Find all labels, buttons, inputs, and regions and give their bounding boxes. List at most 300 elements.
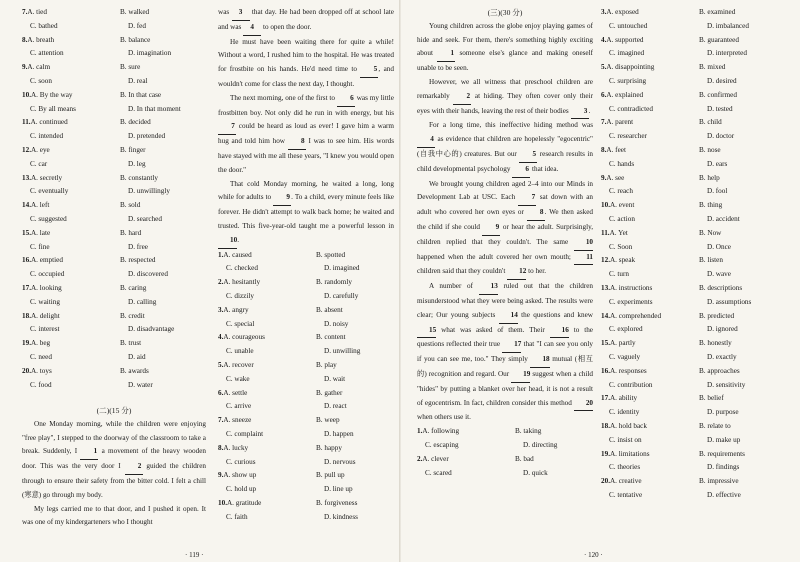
- option-left: 19.A. limitations: [601, 449, 650, 458]
- blank-16: 16: [550, 324, 569, 339]
- option-right: B. confirmed: [699, 90, 737, 99]
- option-row: [218, 456, 394, 470]
- option-right: D. imbalanced: [707, 21, 749, 30]
- option-right: D. wave: [707, 270, 731, 279]
- option-left: 6.A. explained: [601, 90, 644, 99]
- option-left: C. faith: [226, 512, 248, 521]
- option-left: C. car: [30, 159, 48, 168]
- option-left: 1.A. following: [417, 427, 460, 436]
- section-three-heading: (三)(30 分): [487, 8, 523, 17]
- option-right: D. noisy: [324, 319, 349, 328]
- option-row: [22, 213, 206, 227]
- option-right: B. respected: [120, 256, 156, 265]
- blank-18: 18: [530, 353, 549, 368]
- option-row: [601, 75, 791, 89]
- option-row: [601, 434, 791, 448]
- blank-8: 8: [527, 206, 545, 221]
- option-row: [601, 406, 791, 420]
- option-left: 19.A. beg: [22, 339, 51, 348]
- option-right: B. honestly: [699, 339, 732, 348]
- option-right: B. child: [699, 118, 722, 127]
- blank-3: 3: [571, 105, 589, 120]
- page-number-left: · 119 ·: [185, 551, 204, 559]
- option-left: C. theories: [609, 463, 641, 472]
- option-left: 9.A. see: [601, 173, 625, 182]
- option-left: C. explored: [609, 325, 643, 334]
- option-left: C. suggested: [30, 214, 67, 223]
- option-right: B. balance: [120, 35, 151, 44]
- blank-15: 15: [417, 324, 436, 339]
- option-right: D. effective: [707, 490, 741, 499]
- option-left: 18.A. hold back: [601, 421, 647, 430]
- section-two-heading: (二)(15 分): [96, 406, 132, 415]
- option-left: 18.A. delight: [22, 311, 60, 320]
- option-right: D. line up: [324, 485, 353, 494]
- option-row: [22, 61, 206, 75]
- option-left: 8.A. feet: [601, 145, 626, 154]
- option-right: B. play: [316, 360, 337, 369]
- option-row: [218, 373, 394, 387]
- option-right: D. react: [324, 402, 347, 411]
- option-right: D. findings: [707, 463, 740, 472]
- option-right: D. interpreted: [707, 49, 747, 58]
- option-row: [22, 34, 206, 48]
- option-left: C. Soon: [609, 242, 633, 251]
- blank-10: 10: [574, 236, 593, 251]
- option-row: [601, 323, 791, 337]
- blank-10: 10: [218, 234, 237, 249]
- option-right: D. Once: [707, 242, 731, 251]
- option-left: 20.A. toys: [22, 366, 52, 375]
- blank-12: 12: [507, 265, 526, 280]
- option-row: [22, 75, 206, 89]
- option-right: B. spotted: [316, 250, 346, 259]
- option-right: D. kindness: [324, 512, 358, 521]
- passage-two-column-2: [218, 6, 394, 524]
- option-row: [22, 103, 206, 117]
- option-left: 8.A. breath: [22, 35, 55, 44]
- option-right: D. ears: [707, 159, 728, 168]
- option-right: D. water: [128, 380, 153, 389]
- option-left: 7.A. parent: [601, 118, 634, 127]
- option-row: [601, 213, 791, 227]
- option-right: B. credit: [120, 311, 145, 320]
- option-right: B. finger: [120, 145, 146, 154]
- option-row: [601, 34, 791, 48]
- option-right: B. happy: [316, 443, 342, 452]
- option-left: 3.A. exposed: [601, 8, 639, 16]
- option-row: [601, 116, 791, 130]
- blank-5: 5: [519, 148, 537, 163]
- option-right: B. taking: [515, 427, 542, 436]
- passage-three-options-a: [417, 425, 593, 480]
- option-right: D. aid: [128, 352, 146, 361]
- option-left: 13.A. secretly: [22, 173, 63, 182]
- option-left: C. arrive: [226, 402, 252, 411]
- option-left: 15.A. partly: [601, 339, 636, 348]
- option-row: [218, 359, 394, 373]
- option-right: B. forgiveness: [316, 498, 358, 507]
- option-right: B. requirements: [699, 449, 745, 458]
- option-left: 1.A. caused: [218, 250, 252, 259]
- option-left: 5.A. recover: [218, 360, 254, 369]
- option-right: B. awards: [120, 366, 149, 375]
- option-left: C. contradicted: [609, 104, 653, 113]
- option-left: C. researcher: [609, 132, 647, 141]
- option-row: [218, 511, 394, 525]
- option-left: C. intended: [30, 132, 64, 141]
- option-left: C. turn: [609, 270, 629, 279]
- option-right: D. searched: [128, 214, 162, 223]
- passage-two-options: [218, 249, 394, 525]
- option-row: [601, 199, 791, 213]
- option-row: [601, 365, 791, 379]
- option-left: C. identity: [609, 408, 640, 417]
- option-right: D. assumptions: [707, 297, 752, 306]
- option-left: 4.A. courageous: [218, 333, 265, 342]
- option-row: [601, 20, 791, 34]
- option-row: [22, 172, 206, 186]
- option-left: C. experiments: [609, 297, 653, 306]
- option-left: C. food: [30, 380, 52, 389]
- option-row: [601, 310, 791, 324]
- option-left: 14.A. left: [22, 201, 50, 210]
- option-left: 10.A. gratitude: [218, 498, 262, 507]
- option-right: B. predicted: [699, 311, 735, 320]
- option-left: C. unable: [226, 347, 254, 356]
- option-right: B. approaches: [699, 366, 740, 375]
- option-row: [601, 392, 791, 406]
- option-left: 6.A. settle: [218, 388, 248, 397]
- option-right: D. imagination: [128, 49, 172, 58]
- blank-6: 6: [337, 92, 355, 107]
- option-row: [22, 144, 206, 158]
- option-right: B. sure: [120, 63, 141, 72]
- option-left: C. wake: [226, 374, 250, 383]
- blank-13: 13: [479, 280, 498, 295]
- option-row: [22, 379, 206, 393]
- option-row: [22, 20, 206, 34]
- option-row: [22, 254, 206, 268]
- option-left: C. imagined: [609, 49, 645, 58]
- option-left: 10.A. event: [601, 201, 635, 210]
- option-right: B. decided: [120, 118, 151, 127]
- blank-4: 4: [243, 21, 261, 36]
- option-left: C. curious: [226, 457, 256, 466]
- option-row: [22, 310, 206, 324]
- blank-2: 2: [125, 460, 143, 475]
- option-right: D. directing: [523, 440, 558, 449]
- option-row: [22, 199, 206, 213]
- option-row: [417, 425, 593, 439]
- option-row: [218, 442, 394, 456]
- option-row: [22, 89, 206, 103]
- option-row: [601, 144, 791, 158]
- option-left: C. untouched: [609, 21, 648, 30]
- option-left: C. scared: [425, 468, 452, 477]
- option-left: 11.A. continued: [22, 118, 68, 127]
- option-row: [601, 158, 791, 172]
- option-left: 3.A. angry: [218, 305, 249, 314]
- blank-20: 20: [574, 397, 593, 412]
- option-row: [218, 497, 394, 511]
- option-right: B. weep: [316, 416, 340, 425]
- left-options-column: [22, 6, 206, 392]
- option-row: [601, 241, 791, 255]
- blank-7: 7: [518, 191, 536, 206]
- option-left: 13.A. instructions: [601, 283, 653, 292]
- option-right: B. hard: [120, 228, 142, 237]
- passage-two-paragraph-5: The next morning, one of the first to 6 was my little frostbitten boy. Not only did he run in with energy, but his 7 could be heard as loud as ever! I gave him a warm hug and told him how 8 I was to see him. His words have stayed with me all these years, "I knew you would open the door.": [218, 93, 394, 174]
- option-right: D. quick: [523, 468, 548, 477]
- option-row: [601, 61, 791, 75]
- option-right: D. pretended: [128, 132, 166, 141]
- passage-three-column: [417, 6, 593, 480]
- option-right: B. help: [699, 173, 720, 182]
- option-left: C. complaint: [226, 429, 264, 438]
- passage-two-paragraph-1: One Monday morning, while the children were enjoying "free play", I stepped to the doorway of the classroom to take a break. Suddenly, I 1 a movement of the heavy wooden door. This was the very door I 2 guided the children through to ensure their safety from the bitter cold. I felt a chill (寒意) go through my body.: [22, 419, 206, 499]
- option-right: D. tested: [707, 104, 733, 113]
- option-row: [22, 323, 206, 337]
- blank-19: 19: [511, 368, 530, 383]
- option-row: [601, 47, 791, 61]
- option-right: D. doctor: [707, 132, 735, 141]
- option-row: [601, 89, 791, 103]
- option-row: [601, 379, 791, 393]
- option-left: C. By all means: [30, 104, 76, 113]
- option-row: [601, 103, 791, 117]
- blank-5: 5: [360, 63, 378, 78]
- option-right: B. sold: [120, 201, 141, 210]
- option-right: B. listen: [699, 256, 723, 265]
- option-right: B. nose: [699, 145, 721, 154]
- option-row: [218, 249, 394, 263]
- option-right: B. randomly: [316, 278, 352, 287]
- option-row: [601, 337, 791, 351]
- option-right: B. Now: [699, 228, 722, 237]
- option-right: D. sensitivity: [707, 380, 746, 389]
- option-left: C. hands: [609, 159, 635, 168]
- option-right: B. constantly: [120, 173, 158, 182]
- blank-8: 8: [288, 135, 306, 150]
- option-right: D. make up: [707, 435, 741, 444]
- option-right: B. examined: [699, 8, 736, 16]
- right-page: [401, 0, 800, 562]
- option-row: [601, 6, 791, 20]
- option-left: C. surprising: [609, 76, 647, 85]
- option-right: D. wait: [324, 374, 346, 383]
- option-row: [601, 296, 791, 310]
- option-left: C. tentative: [609, 490, 643, 499]
- passage-three-paragraph-1: Young children across the globe enjoy playing games of hide and seek. For them, there's something highly exciting about 1 someone else's glance and making oneself unable to be seen.: [417, 21, 593, 73]
- left-page: [0, 0, 399, 562]
- option-row: [601, 227, 791, 241]
- option-left: C. vaguely: [609, 352, 641, 361]
- option-left: 17.A. looking: [22, 283, 62, 292]
- option-row: [601, 130, 791, 144]
- option-row: [218, 262, 394, 276]
- option-left: C. waiting: [30, 297, 60, 306]
- option-left: C. bathed: [30, 21, 58, 30]
- option-right: D. ignored: [707, 325, 738, 334]
- option-row: [601, 185, 791, 199]
- option-left: 5.A. disappointing: [601, 63, 655, 72]
- blank-1: 1: [80, 445, 98, 460]
- option-row: [601, 172, 791, 186]
- option-row: [218, 276, 394, 290]
- option-row: [417, 453, 593, 467]
- option-right: D. exactly: [707, 352, 737, 361]
- option-right: B. gather: [316, 388, 343, 397]
- option-left: C. need: [30, 352, 52, 361]
- option-right: B. guaranteed: [699, 35, 739, 44]
- option-left: C. hold up: [226, 485, 257, 494]
- option-left: 14.A. comprehended: [601, 311, 662, 320]
- option-row: [218, 290, 394, 304]
- option-right: D. unwilling: [324, 347, 361, 356]
- option-right: B. belief: [699, 394, 724, 403]
- option-right: D. happen: [324, 429, 354, 438]
- option-row: [22, 241, 206, 255]
- option-row: [218, 469, 394, 483]
- option-left: 17.A. ability: [601, 394, 638, 403]
- option-left: C. special: [226, 319, 255, 328]
- option-row: [218, 345, 394, 359]
- option-row: [22, 116, 206, 130]
- option-left: C. attention: [30, 49, 64, 58]
- blank-6: 6: [512, 163, 530, 178]
- blank-11: 11: [574, 251, 593, 266]
- blank-17: 17: [502, 338, 521, 353]
- option-left: 12.A. eye: [22, 145, 50, 154]
- option-right: D. fed: [128, 21, 146, 30]
- option-right: D. desired: [707, 76, 737, 85]
- blank-9: 9: [273, 191, 291, 206]
- option-right: D. nervous: [324, 457, 356, 466]
- passage-three-paragraph-5: A number of 13 ruled out that the children misunderstood what they were being asked. The results were clear; Our young subjects 14 the questions and knew 15 what was asked of them. Their 16 to the questions reflected their true 17 that "I can see you only if you can see me, too." They simply 18 mutual (相互的) recognition and regard. Our 19 suggest when a child "hides" by putting a blanket over her head, it is not a result of egocentrism. In fact, children consider this method 20 when others use it.: [417, 282, 593, 422]
- option-right: B. thing: [699, 201, 723, 210]
- option-row: [218, 331, 394, 345]
- option-left: C. action: [609, 214, 635, 223]
- blank-2: 2: [453, 90, 471, 105]
- blank-1: 1: [437, 47, 455, 62]
- option-right: B. caring: [120, 283, 147, 292]
- option-row: [601, 461, 791, 475]
- option-row: [22, 185, 206, 199]
- option-row: [22, 282, 206, 296]
- option-left: C. escaping: [425, 440, 459, 449]
- option-row: [601, 420, 791, 434]
- option-row: [601, 489, 791, 503]
- option-left: C. checked: [226, 264, 258, 273]
- option-right: D. discovered: [128, 270, 168, 279]
- option-left: 7.A. tied: [22, 8, 47, 16]
- passage-two-paragraph-6: That cold Monday morning, he waited a long, long while for adults to 9. To a child, every minute feels like forever. He didn't attempt to walk back home; he waited and trusted. This five-year-old taught me a powerful lesson in 10.: [218, 178, 394, 249]
- option-right: D. unwillingly: [128, 187, 170, 196]
- option-row: [601, 254, 791, 268]
- option-row: [601, 351, 791, 365]
- blank-7: 7: [218, 120, 236, 135]
- option-left: 20.A. creative: [601, 477, 642, 486]
- option-row: [601, 282, 791, 296]
- option-left: 10.A. By the way: [22, 90, 73, 99]
- option-right: D. fool: [707, 187, 728, 196]
- option-left: 8.A. lucky: [218, 443, 249, 452]
- option-row: [417, 467, 593, 481]
- option-left: 9.A. calm: [22, 63, 51, 72]
- option-right: D. In that moment: [128, 104, 181, 113]
- option-right: B. impressive: [699, 477, 739, 486]
- option-right: B. content: [316, 333, 346, 342]
- option-row: [417, 439, 593, 453]
- option-right: D. purpose: [707, 408, 739, 417]
- option-row: [22, 365, 206, 379]
- option-row: [22, 351, 206, 365]
- option-right: D. real: [128, 76, 148, 85]
- option-left: 11.A. Yet: [601, 228, 628, 237]
- option-left: C. soon: [30, 76, 52, 85]
- option-right: D. imagined: [324, 264, 360, 273]
- passage-two-paragraph-3: was 3 that day. He had been dropped off at school late and was 4 to open the door.: [218, 6, 394, 36]
- option-row: [22, 47, 206, 61]
- option-row: [22, 268, 206, 282]
- option-right: B. descriptions: [699, 283, 743, 292]
- option-right: B. relate to: [699, 421, 731, 430]
- option-row: [218, 483, 394, 497]
- option-left: 16.A. responses: [601, 366, 647, 375]
- option-right: B. absent: [316, 305, 343, 314]
- option-left: 9.A. show up: [218, 471, 257, 480]
- option-left: 15.A. late: [22, 228, 51, 237]
- option-left: C. reach: [609, 187, 633, 196]
- passage-three-paragraph-3: For a long time, this ineffective hiding method was 4 as evidence that children are hopelessly "egocentric" (自我中心的) creatures. But our 5 research results in child developmental psychology 6 that idea.: [417, 119, 593, 177]
- option-right: D. leg: [128, 159, 146, 168]
- passage-three-paragraph-2: However, we all witness that preschool children are remarkably 2 at hiding. They often cover only their eyes with their hands, leaving the rest of their bodies 3.: [417, 76, 593, 119]
- option-left: 12.A. speak: [601, 256, 636, 265]
- option-row: [22, 130, 206, 144]
- option-row: [218, 304, 394, 318]
- option-left: 2.A. clever: [417, 454, 449, 463]
- option-row: [218, 387, 394, 401]
- option-right: B. In that case: [120, 90, 162, 99]
- option-left: C. fine: [30, 242, 50, 251]
- passage-two-column-1: [22, 404, 206, 530]
- option-row: [218, 400, 394, 414]
- page-number-right: · 120 ·: [584, 551, 603, 559]
- option-row: [22, 6, 206, 20]
- option-left: C. contribution: [609, 380, 653, 389]
- option-right: B. trust: [120, 339, 142, 348]
- option-left: 2.A. hesitantly: [218, 278, 261, 287]
- passage-three-paragraph-4: We brought young children aged 2–4 into our Minds in Development Lab at USC. Each 7 sat down with an adult who covered her own eyes or 8. We then asked the child if she could 9 or hear the adult. Surprisingly, children replied that they couldn't. The same 10 happened when the adult covered her own mouth; 11 children said that they couldn't 12 to her.: [417, 178, 593, 281]
- passage-two-paragraph-4: He must have been waiting there for quite a while! Without a word, I rushed him to the hospital. He was treated for frostbite on his hands. He'd need time to 5, and wouldn't come for class the next day, I thought.: [218, 37, 394, 88]
- option-left: 4.A. supported: [601, 35, 644, 44]
- option-row: [601, 475, 791, 489]
- option-row: [22, 296, 206, 310]
- option-right: D. carefully: [324, 291, 359, 300]
- blank-3: 3: [232, 6, 250, 21]
- blank-14: 14: [499, 309, 518, 324]
- option-left: 16.A. emptied: [22, 256, 63, 265]
- option-row: [22, 227, 206, 241]
- option-left: C. dizzily: [226, 291, 254, 300]
- option-row: [22, 337, 206, 351]
- option-right: B. bad: [515, 454, 534, 463]
- option-row: [601, 448, 791, 462]
- option-right: D. accident: [707, 214, 740, 223]
- passage-three-options-b: [601, 6, 791, 503]
- option-row: [22, 158, 206, 172]
